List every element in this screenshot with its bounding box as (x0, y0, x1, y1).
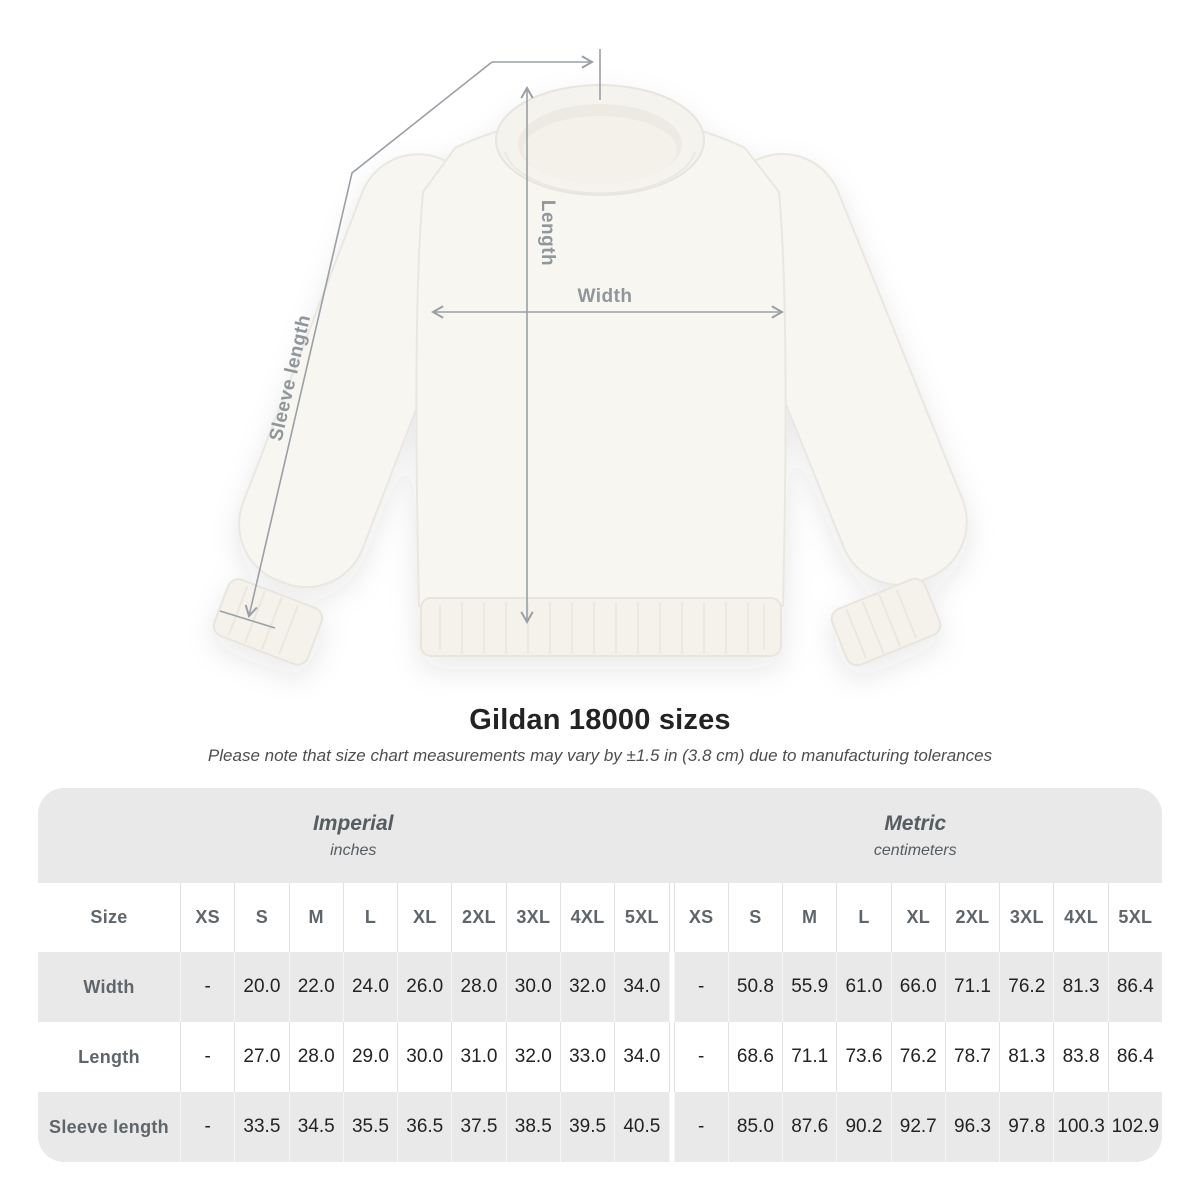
value-cell: 76.2 (891, 1022, 945, 1092)
value-cell: 28.0 (451, 952, 505, 1022)
value-cell: 30.0 (506, 952, 560, 1022)
size-header-imperial-4xl: 4XL (560, 883, 614, 952)
size-header-metric-l: L (836, 883, 890, 952)
value-cell: 68.6 (728, 1022, 782, 1092)
imperial-group-title: Imperial (312, 811, 394, 835)
left-cuff (211, 576, 326, 668)
value-cell: 38.5 (506, 1092, 560, 1162)
value-cell: - (180, 1022, 234, 1092)
value-cell: 33.0 (560, 1022, 614, 1092)
value-cell: 32.0 (560, 952, 614, 1022)
size-header-imperial-s: S (234, 883, 288, 952)
size-header-imperial-5xl: 5XL (614, 883, 668, 952)
size-header-metric-2xl: 2XL (945, 883, 999, 952)
value-cell: 86.4 (1108, 1022, 1162, 1092)
value-cell: 27.0 (234, 1022, 288, 1092)
value-cell: 61.0 (836, 952, 890, 1022)
value-cell: 81.3 (1053, 952, 1107, 1022)
value-cell: 78.7 (945, 1022, 999, 1092)
page-title: Gildan 18000 sizes (469, 704, 731, 736)
size-column-header: Size (38, 883, 180, 952)
size-header-metric-m: M (782, 883, 836, 952)
value-cell: 86.4 (1108, 952, 1162, 1022)
value-cell: 71.1 (782, 1022, 836, 1092)
value-cell: 100.3 (1053, 1092, 1107, 1162)
value-cell: 66.0 (891, 952, 945, 1022)
value-cell: 50.8 (728, 952, 782, 1022)
value-cell: 32.0 (506, 1022, 560, 1092)
value-cell: 31.0 (451, 1022, 505, 1092)
value-cell: 71.1 (945, 952, 999, 1022)
value-cell: 34.0 (614, 952, 668, 1022)
width-row-label: Width (38, 952, 180, 1022)
value-cell: 96.3 (945, 1092, 999, 1162)
size-header-imperial-m: M (289, 883, 343, 952)
metric-group-title: Metric (884, 811, 947, 835)
size-header-imperial-l: L (343, 883, 397, 952)
value-cell: 102.9 (1108, 1092, 1162, 1162)
value-cell: 29.0 (343, 1022, 397, 1092)
value-cell: 36.5 (397, 1092, 451, 1162)
value-cell: - (674, 1022, 728, 1092)
metric-group-unit: centimeters (873, 841, 957, 859)
size-header-metric-5xl: 5XL (1108, 883, 1162, 952)
value-cell: - (674, 952, 728, 1022)
value-cell: 22.0 (289, 952, 343, 1022)
value-cell: 90.2 (836, 1092, 890, 1162)
value-cell: - (674, 1092, 728, 1162)
value-cell: 76.2 (999, 952, 1053, 1022)
value-cell: 37.5 (451, 1092, 505, 1162)
sweatshirt-illustration (211, 85, 985, 669)
value-cell: 30.0 (397, 1022, 451, 1092)
value-cell: 87.6 (782, 1092, 836, 1162)
value-cell: - (180, 952, 234, 1022)
sleeve-length-row-label: Sleeve length (38, 1092, 180, 1162)
value-cell: - (180, 1092, 234, 1162)
right-cuff (828, 575, 943, 668)
size-header-imperial-2xl: 2XL (451, 883, 505, 952)
value-cell: 28.0 (289, 1022, 343, 1092)
size-header-imperial-xl: XL (397, 883, 451, 952)
size-header-imperial-xs: XS (180, 883, 234, 952)
value-cell: 39.5 (560, 1092, 614, 1162)
value-cell: 24.0 (343, 952, 397, 1022)
hem-band (421, 598, 781, 656)
size-header-metric-xs: XS (674, 883, 728, 952)
value-cell: 35.5 (343, 1092, 397, 1162)
size-table (38, 788, 1162, 1162)
size-header-metric-xl: XL (891, 883, 945, 952)
value-cell: 81.3 (999, 1022, 1053, 1092)
value-cell: 73.6 (836, 1022, 890, 1092)
size-header-imperial-3xl: 3XL (506, 883, 560, 952)
imperial-group-unit: inches (330, 841, 377, 859)
value-cell: 20.0 (234, 952, 288, 1022)
width-dimension-label: Width (577, 286, 633, 307)
size-header-metric-3xl: 3XL (999, 883, 1053, 952)
value-cell: 34.0 (614, 1022, 668, 1092)
tolerance-note: Please note that size chart measurements may vary by ±1.5 in (3.8 cm) due to manufacturing tolerances (207, 746, 993, 765)
value-cell: 33.5 (234, 1092, 288, 1162)
value-cell: 55.9 (782, 952, 836, 1022)
value-cell: 97.8 (999, 1092, 1053, 1162)
value-cell: 85.0 (728, 1092, 782, 1162)
value-cell: 83.8 (1053, 1022, 1107, 1092)
imperial-group-header (38, 788, 669, 883)
value-cell: 40.5 (614, 1092, 668, 1162)
sleeve-length-dimension-label: Sleeve length (265, 312, 316, 444)
value-cell: 26.0 (397, 952, 451, 1022)
value-cell: 92.7 (891, 1092, 945, 1162)
metric-group-header (669, 788, 1163, 883)
value-cell: 34.5 (289, 1092, 343, 1162)
size-header-metric-s: S (728, 883, 782, 952)
length-row-label: Length (38, 1022, 180, 1092)
length-dimension-label: Length (537, 199, 558, 267)
size-header-metric-4xl: 4XL (1053, 883, 1107, 952)
